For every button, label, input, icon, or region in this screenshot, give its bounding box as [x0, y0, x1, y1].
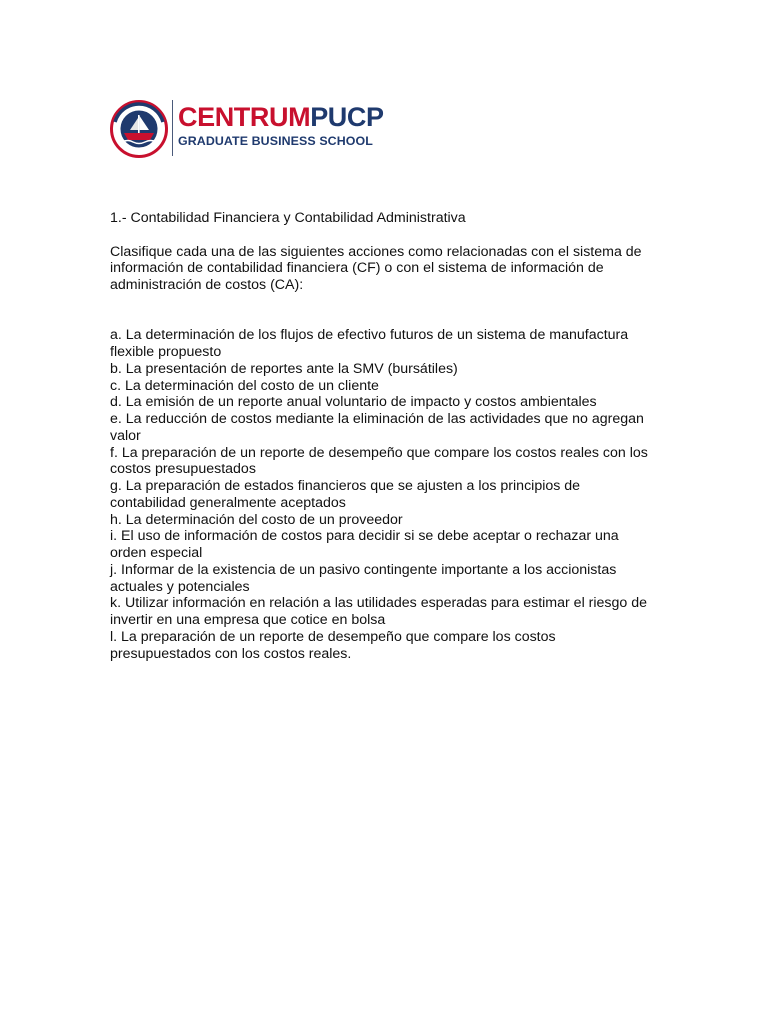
logo-tagline: GRADUATE BUSINESS SCHOOL	[178, 134, 373, 148]
logo-brand-centrum: CENTRUM	[178, 102, 311, 132]
pucp-seal-icon	[110, 100, 168, 158]
list-item-g: g. La preparación de estados financieros que se ajusten a los principios de contabilidad generalmente aceptados	[110, 478, 581, 511]
list-item-a: a. La determinación de los flujos de efectivo futuros de un sistema de manufactura flexible propuesto	[110, 327, 629, 360]
list-item-i: i. El uso de información de costos para decidir si se debe aceptar o rechazar una orden especial	[110, 528, 619, 561]
document-body	[110, 210, 655, 662]
document-intro: Clasifique cada una de las siguientes acciones como relacionadas con el sistema de información de contabilidad financiera (CF) o con el sistema de información de administración de costos (CA):	[110, 243, 642, 293]
list-item-k: k. Utilizar información en relación a las utilidades esperadas para estimar el riesgo de invertir en una empresa que cotice en bolsa	[110, 595, 648, 628]
list-item-e: e. La reducción de costos mediante la eliminación de las actividades que no agregan valor	[110, 411, 644, 444]
list-item-d: d. La emisión de un reporte anual voluntario de impacto y costos ambientales	[110, 394, 597, 411]
list-item-j: j. Informar de la existencia de un pasivo contingente importante a los accionistas actuales y potenciales	[110, 561, 617, 595]
logo-brand-pucp: PUCP	[310, 102, 384, 132]
list-item-c: c. La determinación del costo de un cliente	[110, 377, 379, 394]
list-item-l: l. La preparación de un reporte de desempeño que compare los costos presupuestados con los costos reales.	[110, 628, 556, 662]
list-item-h: h. La determinación del costo de un proveedor	[110, 511, 403, 528]
document-heading: 1.- Contabilidad Financiera y Contabilidad Administrativa	[110, 210, 466, 226]
list-item-f: f. La preparación de un reporte de desempeño que compare los costos reales con los costos presupuestados	[110, 444, 648, 478]
centrum-pucp-logo	[110, 98, 410, 160]
logo-brand	[178, 102, 384, 132]
logo-divider	[172, 100, 173, 156]
list-item-b: b. La presentación de reportes ante la SMV (bursátiles)	[110, 360, 458, 377]
